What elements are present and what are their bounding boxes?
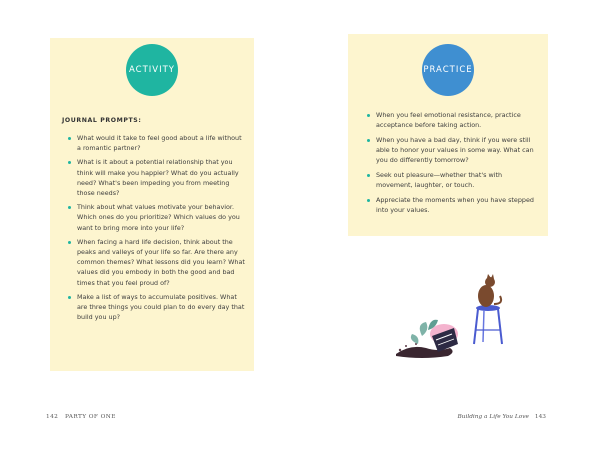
list-item: Appreciate the moments when you have stepped into your values. [367, 195, 539, 215]
bullet-icon [367, 114, 370, 117]
bullet-icon [68, 296, 71, 299]
cat [478, 274, 501, 307]
activity-badge [126, 44, 178, 96]
bullet-icon [68, 137, 71, 140]
bullet-icon [68, 241, 71, 244]
right-page-number: 143 [534, 414, 546, 420]
bullet-icon [68, 161, 71, 164]
footer-left [46, 414, 116, 420]
list-item: When you feel emotional resistance, practice acceptance before taking action. [367, 110, 539, 130]
list-item: Make a list of ways to accumulate positives. What are three things you could plan to do every day that build you up? [68, 292, 246, 323]
journal-prompts-heading: JOURNAL PROMPTS: [62, 117, 142, 124]
list-item: Think about what values motivate your behavior. Which ones do you prioritize? Which values do you want to bring more into your life? [68, 202, 246, 233]
practice-badge-label: PRACTICE [423, 65, 473, 75]
plant-leaves [420, 322, 428, 336]
blue-stool [474, 305, 502, 344]
book-title: PARTY OF ONE [65, 414, 116, 420]
left-page-number: 142 [46, 414, 59, 420]
journal-prompts-list [68, 133, 246, 326]
bullet-icon [367, 174, 370, 177]
list-item: What is it about a potential relationship that you think will make you happier? What do you actually need? What's been impeding you from meeting those needs? [68, 157, 246, 198]
list-item: What would it take to feel good about a life without a romantic partner? [68, 133, 246, 153]
practice-list [367, 110, 539, 220]
cat-on-stool-illustration [392, 266, 512, 362]
list-item: Seek out pleasure—whether that's with movement, laughter, or touch. [367, 170, 539, 190]
bullet-icon [367, 139, 370, 142]
list-item: When you have a bad day, think if you were still able to honor your values in some way. What can you do differently tomorrow? [367, 135, 539, 166]
activity-badge-label: ACTIVITY [128, 65, 175, 75]
footer-right [458, 414, 547, 420]
practice-badge [422, 44, 474, 96]
chapter-title: Building a Life You Love [457, 414, 529, 420]
bullet-icon [367, 199, 370, 202]
bullet-icon [68, 206, 71, 209]
list-item: When facing a hard life decision, think about the peaks and valleys of your life so far. Are there any common themes? What lessons did you learn? What values did you embody in both the good and bad times that you feel proud of? [68, 237, 246, 288]
